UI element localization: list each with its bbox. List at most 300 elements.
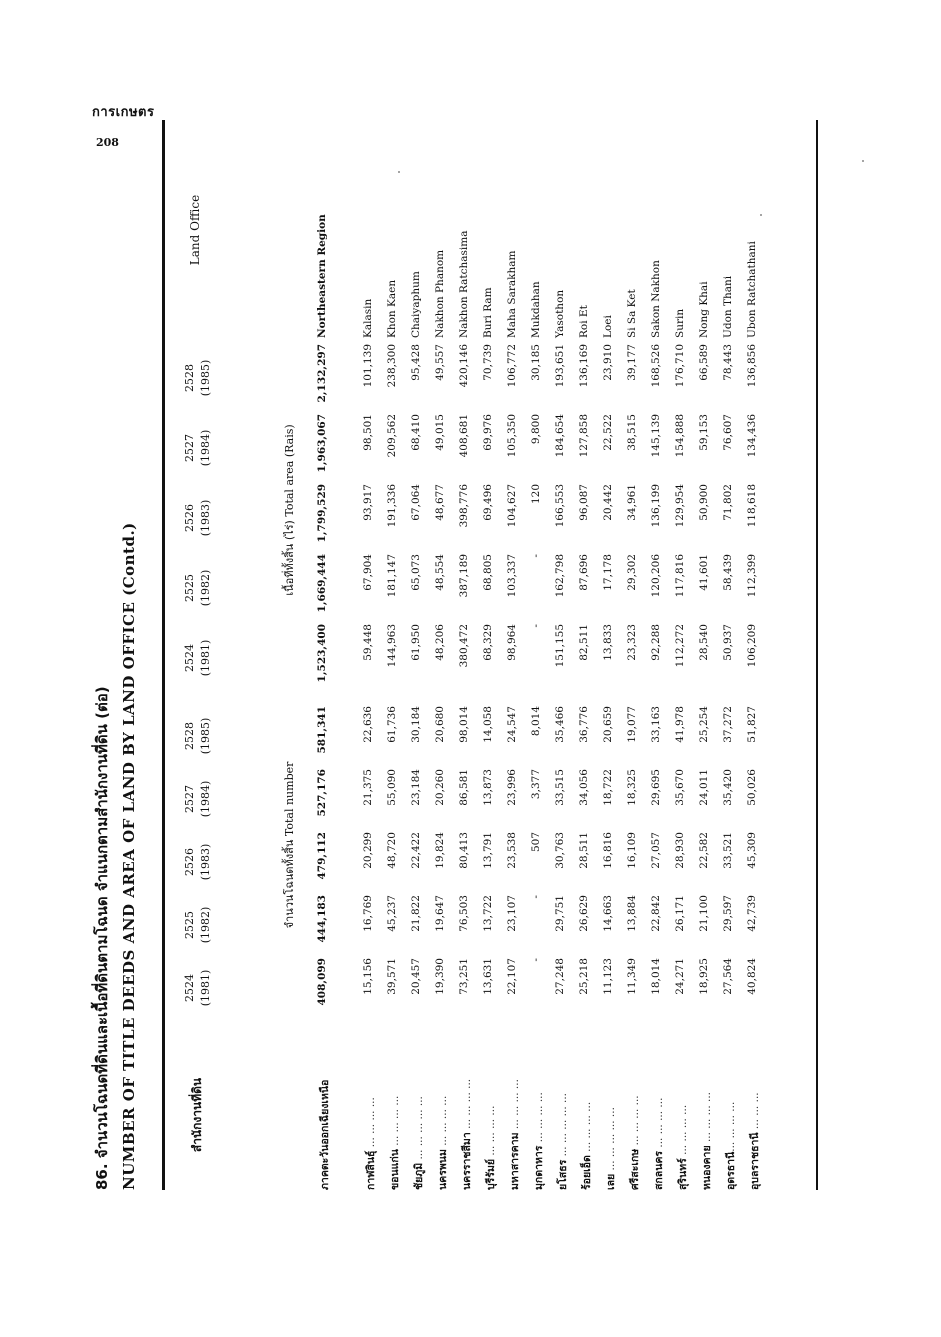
row-label-thai bbox=[434, 1042, 451, 1190]
cell-value: 34,056 bbox=[578, 769, 590, 806]
cell-value: 92,288 bbox=[650, 624, 662, 661]
cell-value: 134,436 bbox=[746, 414, 758, 458]
cell-value: 17,178 bbox=[602, 554, 614, 591]
year-buddhist-era: 2527 bbox=[183, 785, 196, 813]
cell-value: 23,910 bbox=[602, 344, 614, 381]
cell-value: 33,163 bbox=[650, 706, 662, 743]
cell-value: 37,272 bbox=[722, 706, 734, 743]
cell-value: 51,827 bbox=[746, 706, 758, 743]
cell-value: 18,925 bbox=[698, 958, 710, 995]
year-buddhist-era: 2524 bbox=[183, 974, 196, 1002]
row-label-thai bbox=[530, 1042, 547, 1190]
leader-dots: ... ... ... ... bbox=[653, 1097, 665, 1151]
cell-value: 120,206 bbox=[650, 554, 662, 598]
cell-value: 29,302 bbox=[626, 554, 638, 591]
row-label-thai-text: บุรีรัมย์ bbox=[485, 1158, 497, 1190]
table-row bbox=[626, 120, 650, 1190]
cell-value: 93,917 bbox=[362, 484, 374, 521]
year-buddhist-era: 2525 bbox=[183, 574, 196, 602]
cell-value: 581,341 bbox=[316, 706, 328, 754]
table-row bbox=[722, 120, 746, 1190]
cell-value: 238,300 bbox=[386, 344, 398, 388]
cell-value: 136,856 bbox=[746, 344, 758, 388]
table-title-thai: 86. จำนวนโฉนดที่ดินและเนื้อที่ดินตามโฉนด จำแนกตามสำนักงานที่ดิน (ต่อ) bbox=[93, 686, 111, 1190]
row-label-thai-text: สกลนคร bbox=[653, 1150, 665, 1190]
cell-value: 380,472 bbox=[458, 624, 470, 668]
table-row bbox=[674, 120, 698, 1190]
row-label-thai-text: มุกดาหาร bbox=[533, 1145, 545, 1190]
row-label-thai bbox=[698, 1042, 715, 1190]
cell-value: 69,976 bbox=[482, 414, 494, 451]
cell-value: 98,501 bbox=[362, 414, 374, 451]
cell-value: 41,601 bbox=[698, 554, 710, 591]
cell-value: 112,272 bbox=[674, 624, 686, 668]
cell-value: - bbox=[530, 624, 542, 628]
table-row bbox=[386, 120, 410, 1190]
row-label-thai-text: นครพนม bbox=[437, 1149, 449, 1190]
year-gregorian: (1982) bbox=[199, 906, 212, 944]
leader-dots: ... ... ... ... bbox=[389, 1095, 401, 1150]
cell-value: - bbox=[530, 895, 542, 899]
cell-value: 65,073 bbox=[410, 554, 422, 591]
group-label-count bbox=[280, 690, 298, 1000]
cell-value: 50,937 bbox=[722, 624, 734, 661]
cell-value: 24,011 bbox=[698, 769, 710, 806]
cell-value: 118,618 bbox=[746, 484, 758, 528]
year-buddhist-era: 2526 bbox=[183, 504, 196, 532]
row-label-english: Si Sa Ket bbox=[626, 289, 638, 338]
year-column-header bbox=[182, 626, 214, 690]
cell-value: 21,822 bbox=[410, 895, 422, 932]
cell-value: 42,739 bbox=[746, 895, 758, 932]
page-number: 208 bbox=[96, 136, 119, 149]
table-row bbox=[506, 120, 530, 1190]
cell-value: 25,218 bbox=[578, 958, 590, 995]
year-buddhist-era: 2528 bbox=[183, 364, 196, 392]
leader-dots: ... ... ... ... ... bbox=[605, 1107, 617, 1174]
cell-value: 40,824 bbox=[746, 958, 758, 995]
cell-value: 13,833 bbox=[602, 624, 614, 661]
row-label-english: Loei bbox=[602, 315, 614, 338]
leader-dots: ... ... ... ... bbox=[581, 1101, 593, 1156]
row-label-thai-text: ยโสธร bbox=[557, 1159, 569, 1190]
cell-value: 22,582 bbox=[698, 832, 710, 869]
cell-value: 181,147 bbox=[386, 554, 398, 598]
cell-value: 420,146 bbox=[458, 344, 470, 388]
cell-value: 16,109 bbox=[626, 832, 638, 869]
row-label-thai-text: ขอนแก่น bbox=[389, 1149, 401, 1190]
cell-value: 145,139 bbox=[650, 414, 662, 458]
year-buddhist-era: 2524 bbox=[183, 644, 196, 672]
cell-value: 11,349 bbox=[626, 958, 638, 995]
cell-value: 22,842 bbox=[650, 895, 662, 932]
cell-value: 106,772 bbox=[506, 344, 518, 388]
cell-value: 29,695 bbox=[650, 769, 662, 806]
cell-value: 35,670 bbox=[674, 769, 686, 806]
leader-dots: ... ... ... ... bbox=[701, 1091, 713, 1146]
cell-value: 15,156 bbox=[362, 958, 374, 995]
cell-value: 106,209 bbox=[746, 624, 758, 668]
row-label-thai bbox=[362, 1042, 379, 1190]
cell-value: 22,522 bbox=[602, 414, 614, 451]
group-count-english: Total number bbox=[283, 761, 296, 837]
cell-value: 21,375 bbox=[362, 769, 374, 806]
cell-value: 176,710 bbox=[674, 344, 686, 388]
cell-value: 24,271 bbox=[674, 958, 686, 995]
year-column-header bbox=[182, 956, 214, 1020]
cell-value: 98,964 bbox=[506, 624, 518, 661]
cell-value: 129,954 bbox=[674, 484, 686, 528]
cell-value: 71,802 bbox=[722, 484, 734, 521]
cell-value: 112,399 bbox=[746, 554, 758, 598]
cell-value: 144,963 bbox=[386, 624, 398, 668]
cell-value: 20,442 bbox=[602, 484, 614, 521]
cell-value: 527,176 bbox=[316, 769, 328, 817]
cell-value: 21,100 bbox=[698, 895, 710, 932]
cell-value: 49,015 bbox=[434, 414, 446, 451]
cell-value: 29,597 bbox=[722, 895, 734, 932]
cell-value: 33,515 bbox=[554, 769, 566, 806]
row-label-english: Kalasin bbox=[362, 298, 374, 338]
cell-value: 127,858 bbox=[578, 414, 590, 458]
table-row bbox=[410, 120, 434, 1190]
row-label-thai-text: ศรีสะเกษ bbox=[629, 1148, 641, 1190]
row-label-english: Roi Et bbox=[578, 305, 590, 338]
row-label-thai-text: อุดรธานี bbox=[725, 1151, 737, 1190]
cell-value: 193,651 bbox=[554, 344, 566, 388]
cell-value: 20,260 bbox=[434, 769, 446, 806]
group-count-thai: จำนวนโฉนดทั้งสิ้น bbox=[283, 839, 296, 929]
cell-value: 20,659 bbox=[602, 706, 614, 743]
group-label-area bbox=[280, 350, 298, 670]
rotated-statistical-table bbox=[80, 120, 820, 1190]
cell-value: 35,466 bbox=[554, 706, 566, 743]
cell-value: 408,681 bbox=[458, 414, 470, 458]
year-column-header bbox=[182, 416, 214, 480]
year-column-header bbox=[182, 346, 214, 410]
year-column-header bbox=[182, 556, 214, 620]
cell-value: 184,654 bbox=[554, 414, 566, 458]
cell-value: 95,428 bbox=[410, 344, 422, 381]
cell-value: 66,589 bbox=[698, 344, 710, 381]
cell-value: 117,816 bbox=[674, 554, 686, 598]
group-area-english: Total area (Rais) bbox=[283, 424, 296, 517]
row-label-thai bbox=[650, 1042, 667, 1190]
cell-value: 30,184 bbox=[410, 706, 422, 743]
cell-value: 162,798 bbox=[554, 554, 566, 598]
table-row bbox=[602, 120, 626, 1190]
year-column-header bbox=[182, 893, 214, 957]
table-row bbox=[458, 120, 482, 1190]
cell-value: 45,237 bbox=[386, 895, 398, 932]
cell-value: 49,557 bbox=[434, 344, 446, 381]
cell-value: 30,763 bbox=[554, 832, 566, 869]
cell-value: 19,824 bbox=[434, 832, 446, 869]
cell-value: 48,720 bbox=[386, 832, 398, 869]
cell-value: 151,155 bbox=[554, 624, 566, 668]
year-gregorian: (1983) bbox=[199, 843, 212, 881]
cell-value: 444,183 bbox=[316, 895, 328, 943]
cell-value: 2,132,297 bbox=[316, 344, 328, 403]
year-gregorian: (1981) bbox=[199, 639, 212, 677]
cell-value: 28,511 bbox=[578, 832, 590, 869]
cell-value: 23,996 bbox=[506, 769, 518, 806]
cell-value: 23,107 bbox=[506, 895, 518, 932]
year-buddhist-era: 2527 bbox=[183, 434, 196, 462]
cell-value: 16,769 bbox=[362, 895, 374, 932]
cell-value: 35,420 bbox=[722, 769, 734, 806]
cell-value: 68,805 bbox=[482, 554, 494, 591]
cell-value: 1,963,067 bbox=[316, 414, 328, 473]
scan-speck bbox=[862, 160, 864, 162]
row-label-thai bbox=[482, 1042, 499, 1190]
cell-value: 58,439 bbox=[722, 554, 734, 591]
cell-value: 19,077 bbox=[626, 706, 638, 743]
cell-value: 67,064 bbox=[410, 484, 422, 521]
cell-value: 26,171 bbox=[674, 895, 686, 932]
cell-value: 387,189 bbox=[458, 554, 470, 598]
cell-value: 87,696 bbox=[578, 554, 590, 591]
row-label-thai bbox=[746, 1042, 763, 1190]
row-label-thai bbox=[458, 1042, 475, 1190]
row-label-english: Yasothon bbox=[554, 289, 566, 338]
table-top-rule bbox=[162, 120, 165, 1190]
cell-value: 166,553 bbox=[554, 484, 566, 528]
table-row bbox=[650, 120, 674, 1190]
cell-value: 69,496 bbox=[482, 484, 494, 521]
cell-value: 28,540 bbox=[698, 624, 710, 661]
row-label-thai-text: ภาคตะวันออกเฉียงเหนือ bbox=[319, 1079, 331, 1190]
cell-value: 98,014 bbox=[458, 706, 470, 743]
row-label-thai-text: ร้อยเอ็ด bbox=[581, 1155, 593, 1190]
cell-value: 82,511 bbox=[578, 624, 590, 661]
cell-value: 13,884 bbox=[626, 895, 638, 932]
leader-dots: ... ... ... ... bbox=[533, 1092, 545, 1146]
row-label-thai bbox=[578, 1042, 595, 1190]
leader-dots: ... ... ... ... bbox=[677, 1104, 689, 1159]
row-label-english: Northeastern Region bbox=[316, 214, 328, 338]
cell-value: 26,629 bbox=[578, 895, 590, 932]
cell-value: 14,663 bbox=[602, 895, 614, 932]
cell-value: 19,390 bbox=[434, 958, 446, 995]
cell-value: 48,554 bbox=[434, 554, 446, 591]
cell-value: 13,722 bbox=[482, 895, 494, 932]
leader-dots: ... ... ... ... ... bbox=[557, 1092, 569, 1160]
cell-value: 23,323 bbox=[626, 624, 638, 661]
cell-value: 39,571 bbox=[386, 958, 398, 995]
cell-value: 20,299 bbox=[362, 832, 374, 869]
cell-value: 27,057 bbox=[650, 832, 662, 869]
year-gregorian: (1984) bbox=[199, 429, 212, 467]
cell-value: 14,058 bbox=[482, 706, 494, 743]
row-label-thai-text: อุบลราชธานี bbox=[749, 1132, 761, 1190]
row-label-thai-text: มหาสารคาม bbox=[509, 1132, 521, 1190]
cell-value: 24,547 bbox=[506, 706, 518, 743]
cell-value: 209,562 bbox=[386, 414, 398, 458]
cell-value: 22,636 bbox=[362, 706, 374, 743]
cell-value: 23,184 bbox=[410, 769, 422, 806]
table-row bbox=[530, 120, 554, 1190]
cell-value: 22,107 bbox=[506, 958, 518, 995]
row-label-thai bbox=[506, 1042, 523, 1190]
cell-value: 70,739 bbox=[482, 344, 494, 381]
table-row-region-total bbox=[316, 120, 340, 1190]
row-label-thai-text: เลย bbox=[605, 1173, 617, 1190]
row-label-thai-text: กาฬสินธุ์ bbox=[365, 1150, 377, 1190]
table-title-english: NUMBER OF TITLE DEEDS AND AREA OF LAND BY LAND OFFICE (Contd.) bbox=[120, 522, 138, 1190]
cell-value: 55,090 bbox=[386, 769, 398, 806]
row-label-english: Udon Thani bbox=[722, 275, 734, 338]
table-row bbox=[362, 120, 386, 1190]
cell-value: 3,377 bbox=[530, 769, 542, 800]
cell-value: 18,325 bbox=[626, 769, 638, 806]
cell-value: 154,888 bbox=[674, 414, 686, 458]
row-label-thai-text: ชัยภูมิ bbox=[413, 1162, 425, 1190]
cell-value: 104,627 bbox=[506, 484, 518, 528]
row-label-english: Buri Ram bbox=[482, 287, 494, 338]
page-running-header: การเกษตร bbox=[92, 105, 155, 120]
group-area-thai: เนื้อที่ทั้งสิ้น (ไร่) bbox=[283, 520, 296, 596]
leader-dots: ... ... ... ... ... bbox=[413, 1096, 425, 1163]
cell-value: 30,185 bbox=[530, 344, 542, 381]
cell-value: 136,199 bbox=[650, 484, 662, 528]
cell-value: - bbox=[530, 958, 542, 962]
cell-value: 68,329 bbox=[482, 624, 494, 661]
row-label-thai bbox=[554, 1042, 571, 1190]
leader-dots: ... ... ... ... bbox=[437, 1095, 449, 1150]
cell-value: 50,026 bbox=[746, 769, 758, 806]
row-label-thai-text: หนองคาย bbox=[701, 1145, 713, 1190]
cell-value: 33,521 bbox=[722, 832, 734, 869]
cell-value: 68,410 bbox=[410, 414, 422, 451]
scan-speck bbox=[760, 214, 762, 216]
year-column-header bbox=[182, 767, 214, 831]
cell-value: 38,515 bbox=[626, 414, 638, 451]
cell-value: 20,680 bbox=[434, 706, 446, 743]
cell-value: 25,254 bbox=[698, 706, 710, 743]
cell-value: 13,631 bbox=[482, 958, 494, 995]
row-label-thai bbox=[386, 1042, 403, 1190]
cell-value: 61,950 bbox=[410, 624, 422, 661]
cell-value: 34,961 bbox=[626, 484, 638, 521]
year-gregorian: (1985) bbox=[199, 359, 212, 397]
cell-value: 13,873 bbox=[482, 769, 494, 806]
cell-value: 18,722 bbox=[602, 769, 614, 806]
row-label-english: Surin bbox=[674, 308, 686, 338]
leader-dots: ... ... ... ... bbox=[461, 1078, 473, 1133]
cell-value: 103,337 bbox=[506, 554, 518, 598]
cell-value: 61,736 bbox=[386, 706, 398, 743]
row-label-thai-text: นครราชสีมา bbox=[461, 1132, 473, 1190]
table-row bbox=[746, 120, 770, 1190]
table-row bbox=[434, 120, 458, 1190]
row-label-english: Maha Sarakham bbox=[506, 250, 518, 338]
row-label-thai bbox=[674, 1042, 691, 1190]
row-label-english: Ubon Ratchathani bbox=[746, 241, 758, 338]
cell-value: 191,336 bbox=[386, 484, 398, 528]
cell-value: 50,900 bbox=[698, 484, 710, 521]
cell-value: 73,251 bbox=[458, 958, 470, 995]
table-row bbox=[578, 120, 602, 1190]
cell-value: 9,800 bbox=[530, 414, 542, 445]
row-label-english: Sakon Nakhon bbox=[650, 260, 662, 338]
row-label-thai-text: สุรินทร์ bbox=[677, 1158, 689, 1190]
leader-dots: ... ... ... bbox=[749, 1092, 761, 1133]
year-buddhist-era: 2528 bbox=[183, 722, 196, 750]
cell-value: 27,248 bbox=[554, 958, 566, 995]
cell-value: 41,978 bbox=[674, 706, 686, 743]
cell-value: 136,169 bbox=[578, 344, 590, 388]
cell-value: - bbox=[530, 554, 542, 558]
year-column-header bbox=[182, 704, 214, 768]
leader-dots: ... ... ... ... bbox=[509, 1079, 521, 1133]
row-label-english: Nong Khai bbox=[698, 281, 710, 338]
year-column-header bbox=[182, 830, 214, 894]
cell-value: 20,457 bbox=[410, 958, 422, 995]
row-label-thai bbox=[722, 1042, 739, 1190]
cell-value: 19,647 bbox=[434, 895, 446, 932]
year-buddhist-era: 2525 bbox=[183, 911, 196, 939]
cell-value: 27,564 bbox=[722, 958, 734, 995]
cell-value: 1,669,444 bbox=[316, 554, 328, 613]
cell-value: 168,526 bbox=[650, 344, 662, 388]
cell-value: 28,930 bbox=[674, 832, 686, 869]
cell-value: 36,776 bbox=[578, 706, 590, 743]
cell-value: 76,607 bbox=[722, 414, 734, 451]
row-label-thai bbox=[410, 1042, 427, 1190]
cell-value: 16,816 bbox=[602, 832, 614, 869]
year-gregorian: (1983) bbox=[199, 499, 212, 537]
row-label-english: Chaiyaphum bbox=[410, 271, 422, 338]
cell-value: 22,422 bbox=[410, 832, 422, 869]
cell-value: 13,791 bbox=[482, 832, 494, 869]
row-label-english: Nakhon Ratchasima bbox=[458, 230, 470, 338]
cell-value: 80,413 bbox=[458, 832, 470, 869]
cell-value: 1,523,400 bbox=[316, 624, 328, 683]
table-bottom-rule bbox=[816, 120, 818, 1190]
cell-value: 8,014 bbox=[530, 706, 542, 737]
cell-value: 76,503 bbox=[458, 895, 470, 932]
cell-value: 23,538 bbox=[506, 832, 518, 869]
cell-value: 48,677 bbox=[434, 484, 446, 521]
cell-value: 18,014 bbox=[650, 958, 662, 995]
table-row bbox=[698, 120, 722, 1190]
cell-value: 96,087 bbox=[578, 484, 590, 521]
leader-dots: ... ... ... ... bbox=[629, 1095, 641, 1149]
cell-value: 507 bbox=[530, 832, 542, 853]
cell-value: 11,123 bbox=[602, 958, 614, 995]
cell-value: 59,153 bbox=[698, 414, 710, 451]
year-column-header bbox=[182, 486, 214, 550]
row-label-english: Nakhon Phanom bbox=[434, 249, 446, 338]
cell-value: 59,448 bbox=[362, 624, 374, 661]
cell-value: 1,799,529 bbox=[316, 484, 328, 543]
row-label-thai bbox=[602, 1042, 619, 1190]
cell-value: 479,112 bbox=[316, 832, 328, 880]
table-row bbox=[482, 120, 506, 1190]
cell-value: 29,751 bbox=[554, 895, 566, 932]
stub-header-thai: สำนักงานที่ดิน bbox=[190, 1077, 204, 1153]
cell-value: 48,206 bbox=[434, 624, 446, 661]
stub-header-english: Land Office bbox=[188, 194, 202, 266]
cell-value: 45,309 bbox=[746, 832, 758, 869]
leader-dots: ... ... ... ... bbox=[485, 1105, 497, 1159]
cell-value: 398,776 bbox=[458, 484, 470, 528]
cell-value: 78,443 bbox=[722, 344, 734, 381]
year-gregorian: (1981) bbox=[199, 969, 212, 1007]
year-buddhist-era: 2526 bbox=[183, 848, 196, 876]
cell-value: 120 bbox=[530, 484, 542, 505]
